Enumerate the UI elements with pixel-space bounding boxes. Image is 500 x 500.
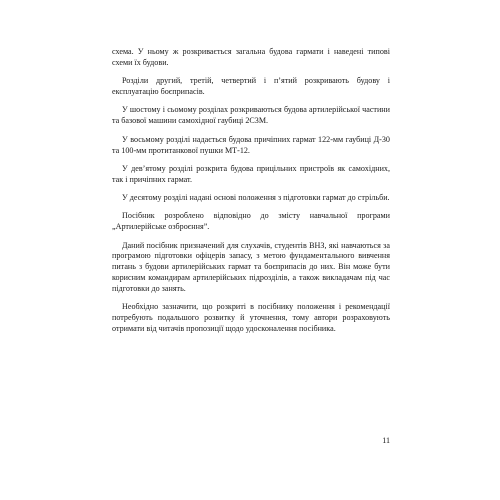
- paragraph-program-reference: Посібник розроблено відповідно до змісту навчальної програми „Артилерійське озброєння”.: [112, 211, 390, 232]
- paragraph-chapters-2-5: Розділи другий, третій, четвертий і п’ятий розкривають будову і експлуатацію боєприпасів.: [112, 76, 390, 97]
- paragraph-chapter-8: У восьмому розділі надається будова причіпних гармат 122-мм гаубиці Д-30 та 100-мм протитанкової пушки МТ-12.: [112, 134, 390, 155]
- paragraph-audience: Даний посібник призначений для слухачів, студентів ВНЗ, які навчаються за програмою підготовки офіцерів запасу, з метою фундаментального вивчення питань з будови артилерійських гармат та боєприпасів до них. Він може бути корисним командирам артилерійських підрозділів, а також викладачам під час підготовки до занять.: [112, 240, 390, 294]
- paragraph-chapter-9: У дев’ятому розділі розкрита будова прицільних пристроїв як самохідних, так і причіпних гармат.: [112, 163, 390, 184]
- paragraph-intro-continuation: схема. У ньому ж розкривається загальна будова гармати і наведені типові схеми їх будови.: [112, 47, 390, 67]
- page-number: 11: [382, 436, 390, 445]
- body-text: [112, 47, 390, 343]
- paragraph-conclusion: Необхідно зазначити, що розкриті в посібнику положення і рекомендації потребують подальшого розвитку й уточнення, тому автори розраховують отримати від читачів пропозиції щодо удосконалення посібника.: [112, 302, 390, 334]
- paragraph-chapters-6-7: У шостому і сьомому розділах розкриваються будова артилерійської частини та базової машини самохідної гаубиці 2С3М.: [112, 105, 390, 126]
- paragraph-chapter-10: У десятому розділі надані основі положення з підготовки гармат до стрільби.: [122, 193, 390, 203]
